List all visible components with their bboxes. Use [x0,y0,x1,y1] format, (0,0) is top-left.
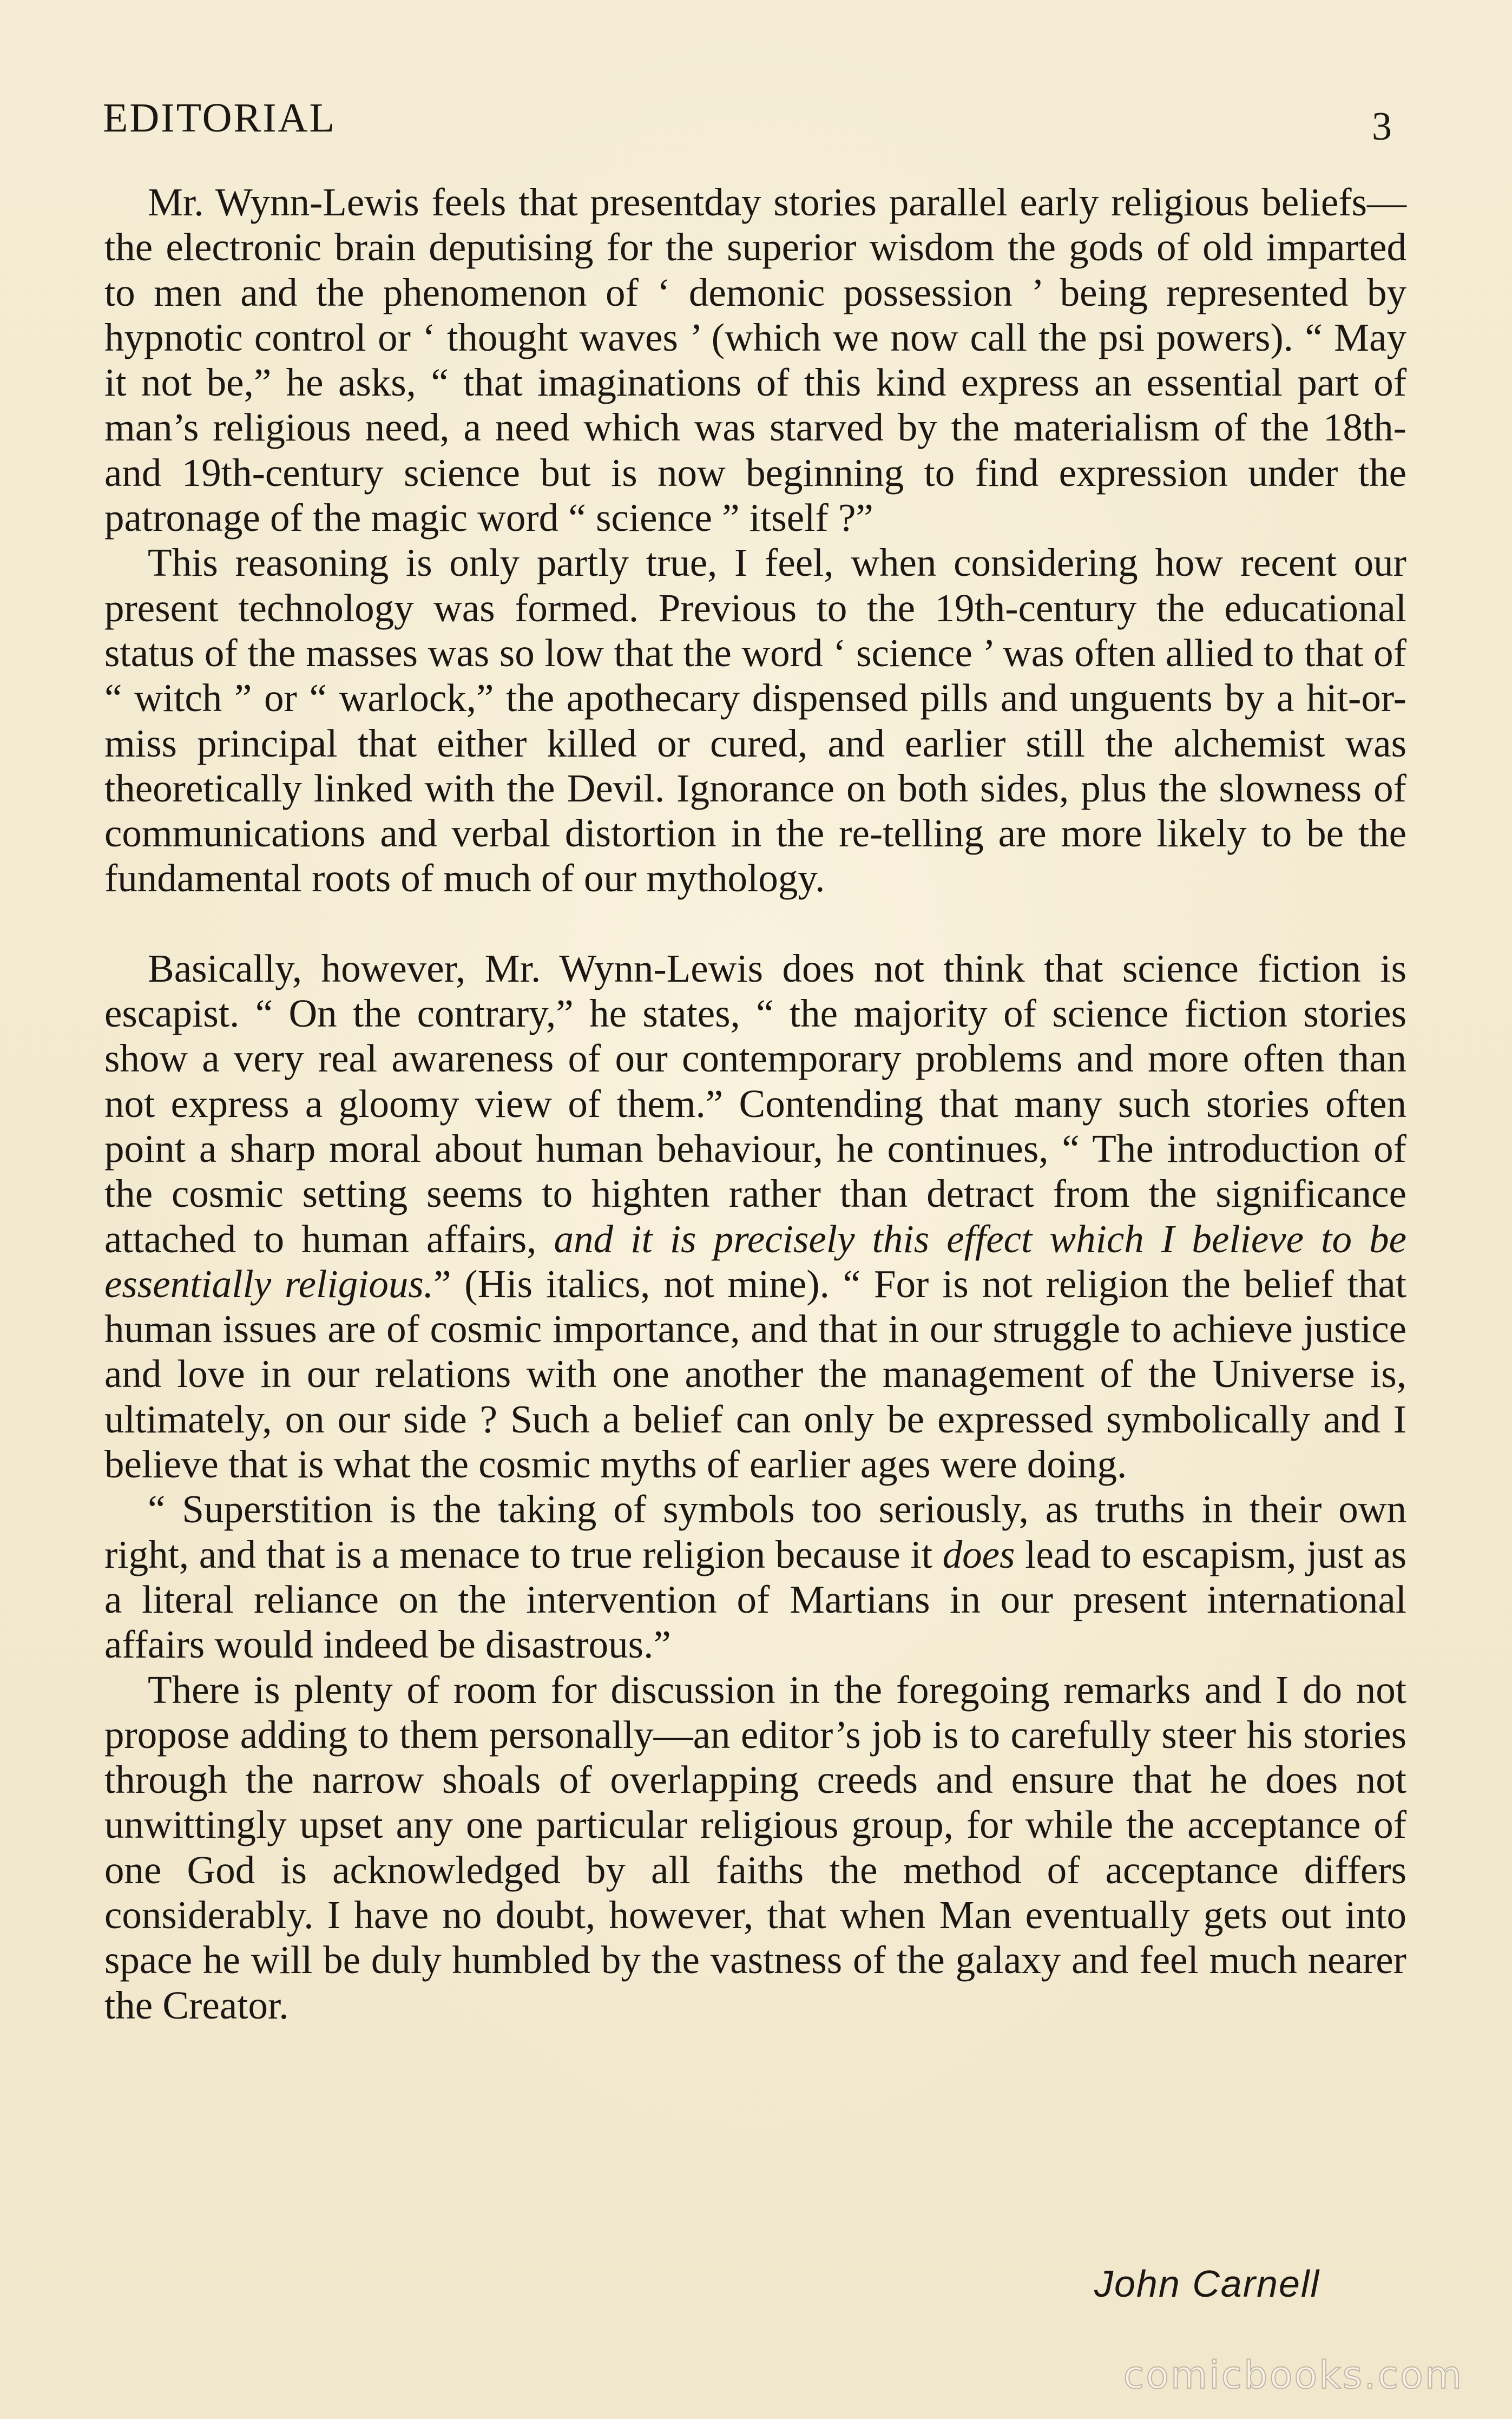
watermark: comicbooks.com [1123,2353,1463,2397]
paragraph-5: There is plenty of room for discussion in the foregoing remarks and I do not propose adding to them personally—an editor’s job is to carefully steer his stories through the narrow shoals of overlapping creeds and ensure that he does not unwittingly upset any one particular religious group, for while the acceptance of one God is acknowledged by all faiths the method of acceptance differs considerably. I have no doubt, however, that when Man eventually gets out into space he will be duly humbled by the vastness of the galaxy and feel much nearer the Creator. [104,1667,1406,2027]
paragraph-3-text-after: ” (His italics, not mine). “ For is not religion the belief that human issues are of cosmic importance, and that in our struggle to achieve justice and love in our relations with one another the management of the Universe is, ultimately, on our side ? Such a belief can only be expressed symbolically and I believe that is what the cosmic myths of earlier ages were doing. [104,1261,1406,1487]
paragraph-2: This reasoning is only partly true, I feel, when considering how recent our present technology was formed. Previous to the 19th-century the educational status of the masses was so low that the word ‘ science ’ was often allied to that of “ witch ” or “ warlock,” the apothecary dispensed pills and unguents by a hit-or-miss principal that either killed or cured, and earlier still the alchemist was theoretically linked with the Devil. Ignorance on both sides, plus the slowness of communications and verbal distortion in the re-telling are more likely to be the fundamental roots of much of our mythology. [104,541,1406,900]
page-number: 3 [1372,104,1392,149]
running-head: EDITORIAL [103,95,336,141]
paragraph-3-italic: and it is precisely this effect which I believe to be essentially religious. [104,1217,1407,1306]
paragraph-4-text-after: lead to escapism, just as a literal reliance on the intervention of Martians in our present international affairs would indeed be disastrous.” [104,1532,1407,1667]
paragraph-4-text-before: “ Superstition is the taking of symbols too seriously, as truths in their own right, and that is a menace to true religion because it [104,1487,1406,1576]
paragraph-4-italic: does [942,1532,1015,1576]
editorial-body [104,180,1406,2028]
paragraph-3-text-before: Basically, however, Mr. Wynn-Lewis does not think that science fiction is escapist. “ On the contrary,” he states, “ the majority of science fiction stories show a very real awareness of our contemporary problems and more often than not express a gloomy view of them.” Contending that many such stories often point a sharp moral about human behaviour, he continues, “ The introduction of the cosmic setting seems to highten rather than detract from the significance attached to human affairs, [104,946,1406,1261]
editor-signature: John Carnell [1094,2263,1320,2305]
paragraph-3 [104,946,1406,1487]
paragraph-4 [104,1487,1406,1667]
paragraph-1: Mr. Wynn-Lewis feels that presentday stories parallel early religious beliefs—the electronic brain deputising for the superior wisdom the gods of old imparted to men and the phenomenon of ‘ demonic possession ’ being represented by hypnotic control or ‘ thought waves ’ (which we now call the psi powers). “ May it not be,” he asks, “ that imaginations of this kind express an essential part of man’s religious need, a need which was starved by the materialism of the 18th-and 19th-century science but is now beginning to find expression under the patronage of the magic word “ science ” itself ?” [104,180,1406,540]
